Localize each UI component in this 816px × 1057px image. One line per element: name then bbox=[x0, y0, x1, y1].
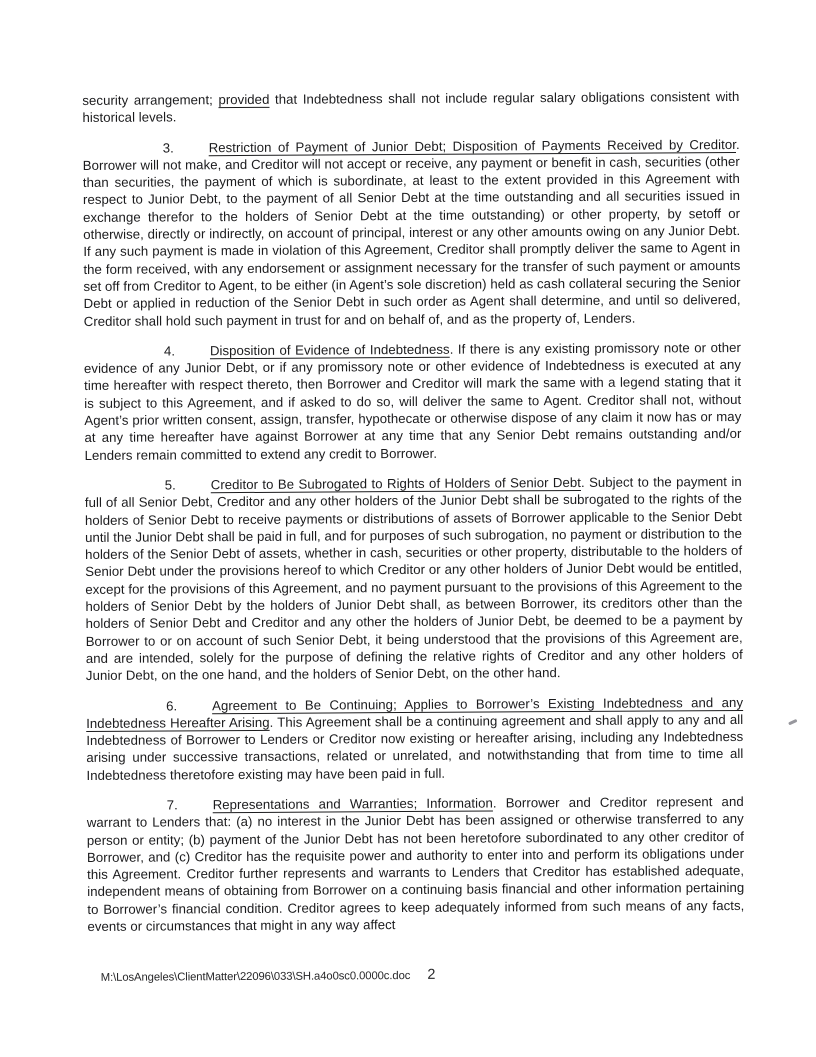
section-heading: Restriction of Payment of Junior Debt; Disposition of Payments Received by Creditor bbox=[208, 136, 736, 155]
section-paragraph bbox=[85, 473, 743, 685]
body-text: that Indebtedness shall not include regular salary obligations consistent with historical levels. bbox=[82, 88, 740, 126]
document-file-path: M:\LosAngeles\ClientMatter\22096\033\SH.a4o0sc0.0000c.doc bbox=[100, 969, 411, 984]
paragraph bbox=[82, 88, 739, 127]
section-number: 7. bbox=[166, 797, 178, 813]
section-number: 5. bbox=[164, 477, 176, 493]
body-text: security arrangement; bbox=[82, 92, 219, 108]
section-paragraph bbox=[86, 693, 744, 783]
page-number: 2 bbox=[427, 966, 436, 983]
body-text: . Subject to the payment in full of all Senior Debt, Creditor and any other holders of the Junior Debt shall be subrogated to the rights of the holders of Senior Debt to receive payments or distributions of assets of Borrower applicable to the Senior Debt until the Junior Debt shall be paid in full, and for purposes of such subrogation, no payment or distribution to the holders of the Senior Debt of assets, whether in cash, securities or other property, distributable to the holders of Senior Debt under the provisions hereof to which Creditor or any other holders of Junior Debt would be entitled, except for the provisions of this Agreement, and no payment pursuant to the provisions of this Agreement to the holders of Senior Debt by the holders of Junior Debt shall, as between Borrower, its creditors other than the holders of Senior Debt and Creditor and any other the holders of Junior Debt, be deemed to be a payment by Borrower to or on account of such Senior Debt, it being understood that the provisions of this Agreement are, and are intended, solely for the purpose of defining the relative rights of Creditor and any other holders of Junior Debt, on the one hand, and the holders of Senior Debt, on the other hand. bbox=[84, 473, 743, 684]
body-text: . Borrower will not make, and Creditor will not accept or receive, any payment or benefit in cash, securities (other than securities, the payment of which is subordinate, at least to the extent provided in this Agreement with respect to Junior Debt, to the payment of all Senior Debt at the time outstanding and all securities issued in exchange therefor to the holders of Senior Debt at the time outstanding) or other property, by setoff or otherwise, directly or indirectly, on account of principal, interest or any other amounts owing on any Junior Debt. If any such payment is made in violation of this Agreement, Creditor shall promptly deliver the same to Agent in the form received, with any endorsement or assignment necessary for the transfer of such payment or amounts set off from Creditor to Agent, to be either (in Agent’s sole discretion) held as cash collateral securing the Senior Debt or applied in reduction of the Senior Debt in such order as Agent shall determine, and until so delivered, Creditor shall hold such payment in trust for and on behalf of, and as the property of, Lenders. bbox=[82, 136, 741, 329]
page-footer bbox=[101, 966, 436, 986]
section-number: 4. bbox=[163, 343, 176, 359]
section-heading: Agreement to Be Continuing; Applies to Borrower’s Existing Indebtedness and any Indebtedness Hereafter Arising bbox=[86, 694, 744, 731]
underlined-term: provided bbox=[218, 91, 270, 108]
section-paragraph bbox=[84, 339, 742, 464]
section-heading: Representations and Warranties; Information bbox=[212, 795, 493, 813]
body-text: . This Agreement shall be a continuing agreement and shall apply to any and all Indebtedness of Borrower to Lenders or Creditor now existing or hereafter arising, including any Indebtedness arising under successive transactions, related or unrelated, and notwithstanding that from time to time all Indebtedness theretofore existing may have been paid in full. bbox=[86, 711, 744, 783]
body-text: . Borrower and Creditor represent and warrant to Lenders that: (a) no interest in the Junior Debt has been assigned or otherwise transferred to any person or entity; (b) payment of the Junior Debt has not been heretofore subordinated to any other creditor of Borrower, and (c) Creditor has the requisite power and authority to enter into and perform its obligations under this Agreement. Creditor further represents and warrants to Lenders that Creditor has established adequate, independent means of obtaining from Borrower on a continuing basis financial and other information pertaining to Borrower’s financial condition. Creditor agrees to keep adequately informed from such means of any facts, events or circumstances that might in any way affect bbox=[86, 793, 745, 935]
section-number: 3. bbox=[162, 140, 174, 156]
section-paragraph bbox=[87, 793, 745, 935]
body-text: . If there is any existing promissory note or other evidence of any Junior Debt, or if any promissory note or other evidence of Indebtedness is executed at any time hereafter with respect thereto, then Borrower and Creditor will mark the same with a legend stating that it is subject to this Agreement, and if asked to do so, will deliver the same to Agent. Creditor shall not, without Agent’s prior written consent, assign, transfer, hypothecate or otherwise dispose of any claim it now has or may at any time hereafter have against Borrower at any time that any Senior Debt remains outstanding and/or Lenders remain committed to extend any credit to Borrower. bbox=[83, 339, 742, 463]
section-heading: Creditor to Be Subrogated to Rights of Holders of Senior Debt bbox=[210, 474, 582, 493]
section-number: 6. bbox=[166, 697, 178, 713]
scan-mark-artifact bbox=[788, 719, 797, 725]
section-heading: Disposition of Evidence of Indebtedness bbox=[209, 341, 450, 359]
document-body bbox=[82, 88, 744, 948]
section-paragraph bbox=[83, 136, 741, 330]
